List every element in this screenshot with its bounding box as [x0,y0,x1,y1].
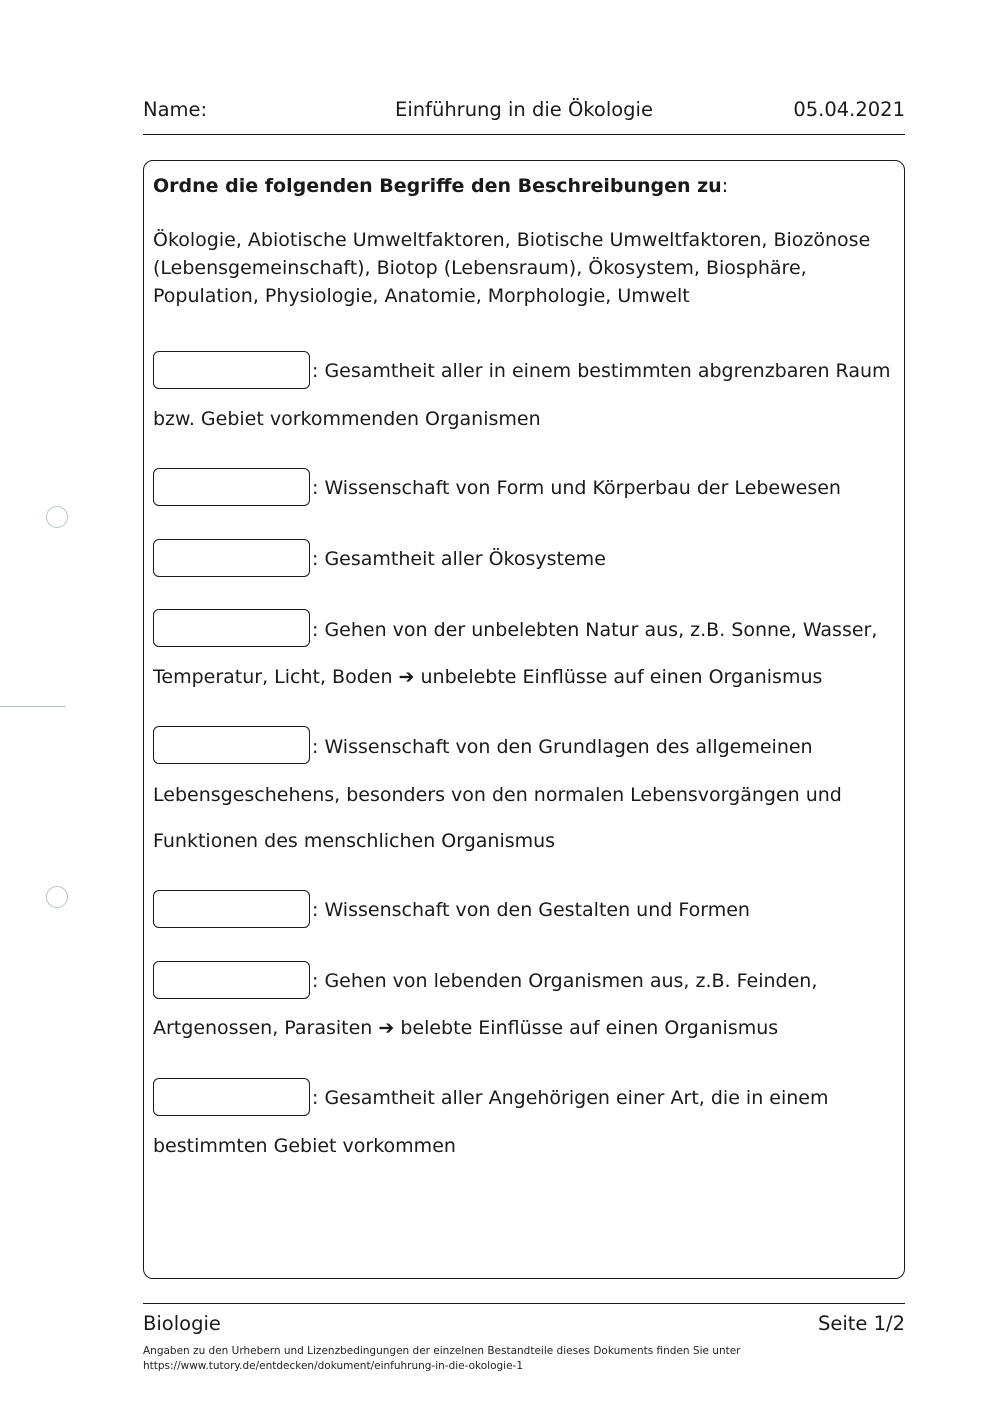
description-5-line-2: Lebensgeschehens, besonders von den normalen Lebensvorgängen und [153,784,842,806]
task-instruction [153,172,893,200]
answer-blank-3[interactable] [153,539,310,577]
answer-blank-2[interactable] [153,468,310,506]
description-4-line-2: Temperatur, Licht, Boden ➔ unbelebte Einflüsse auf einen Organismus [153,666,823,688]
description-7-line-1: : Gehen von lebenden Organismen aus, z.B. Feinden, [312,970,818,992]
answer-blank-8[interactable] [153,1078,310,1116]
answer-blank-6[interactable] [153,890,310,928]
attribution-text: Angaben zu den Urhebern und Lizenzbedingungen der einzelnen Bestandteile dieses Dokuments finden Sie unter [143,1345,741,1357]
term-list-line: Ökologie, Abiotische Umweltfaktoren, Biotische Umweltfaktoren, Biozönose [153,229,871,251]
description-5-line-3: Funktionen des menschlichen Organismus [153,830,556,852]
instruction-colon: : [721,175,729,197]
term-list [153,226,888,310]
page-header [143,96,905,135]
punch-hole-mark-top [46,506,68,528]
answer-blank-7[interactable] [153,961,310,999]
answer-blank-5[interactable] [153,726,310,764]
date-label: 05.04.2021 [793,98,905,121]
attribution-note [143,1344,741,1374]
description-4-line-1: : Gehen von der unbelebten Natur aus, z.B. Sonne, Wasser, [312,619,878,641]
punch-hole-mark-bottom [46,886,68,908]
page-number: Seite 1/2 [817,1312,905,1335]
description-8-line-2: bestimmten Gebiet vorkommen [153,1135,456,1157]
subject-label: Biologie [143,1312,221,1335]
description-3-line-1: : Gesamtheit aller Ökosysteme [312,548,606,570]
instruction-bold: Ordne die folgenden Begriffe den Beschreibungen zu [153,175,722,197]
description-6-line-1: : Wissenschaft von den Gestalten und Formen [312,899,750,921]
description-1-line-2: bzw. Gebiet vorkommenden Organismen [153,408,541,430]
name-label: Name: [143,98,208,121]
description-8-line-1: : Gesamtheit aller Angehörigen einer Art, die in einem [312,1087,829,1109]
attribution-link[interactable]: https://www.tutory.de/entdecken/dokument/einfuhrung-in-die-okologie-1 [143,1360,524,1372]
description-7-line-2: Artgenossen, Parasiten ➔ belebte Einflüsse auf einen Organismus [153,1017,779,1039]
term-list-line: (Lebensgemeinschaft), Biotop (Lebensraum), Ökosystem, Biosphäre, [153,257,807,279]
answer-blank-1[interactable] [153,351,310,389]
description-1-line-1: : Gesamtheit aller in einem bestimmten abgrenzbaren Raum [312,360,891,382]
term-list-line: Population, Physiologie, Anatomie, Morphologie, Umwelt [153,285,690,307]
description-2-line-1: : Wissenschaft von Form und Körperbau der Lebewesen [312,477,841,499]
fold-mark [0,706,66,707]
description-5-line-1: : Wissenschaft von den Grundlagen des allgemeinen [312,736,813,758]
page-title: Einführung in die Ökologie [395,98,653,121]
answer-blank-4[interactable] [153,609,310,647]
page-footer [143,1303,905,1344]
